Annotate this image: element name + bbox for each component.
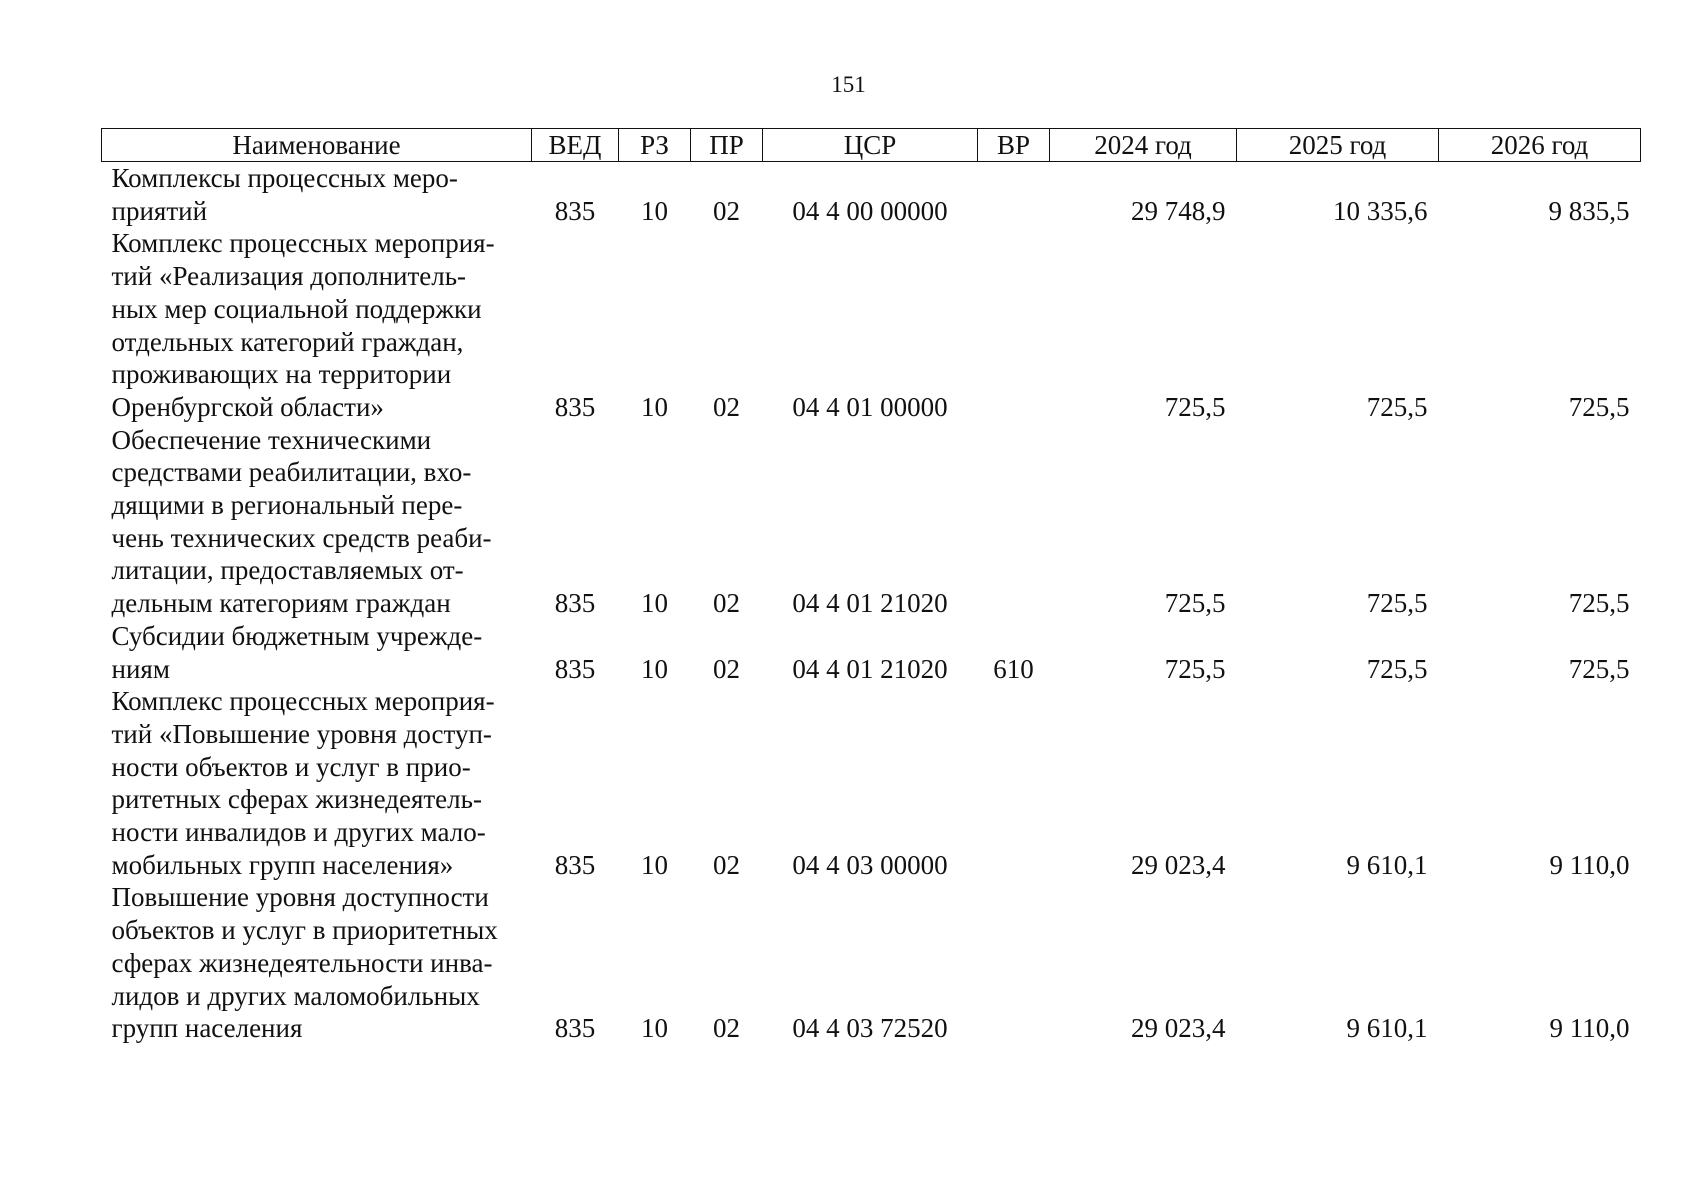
table-row (102, 620, 1641, 685)
header-vr: ВР (978, 129, 1050, 162)
cell-ved: 835 (554, 195, 596, 226)
header-csr: ЦСР (763, 129, 978, 162)
cell-2025: 725,5 (1366, 588, 1428, 619)
table-row (102, 685, 1641, 881)
name-line: проживающих на территории (111, 359, 452, 390)
cell-rz: 10 (641, 391, 668, 422)
cell-rz: 10 (641, 653, 668, 684)
name-line: ных мер социальной поддержки (111, 293, 482, 324)
cell-ved: 835 (554, 849, 596, 880)
row-name (102, 620, 532, 685)
cell-2026: 725,5 (1568, 653, 1630, 684)
cell-rz: 10 (641, 1013, 668, 1044)
name-line: лидов и других маломобильных (111, 980, 480, 1011)
cell-csr: 04 4 00 00000 (792, 195, 948, 226)
cell-2024: 29 748,9 (1131, 195, 1226, 226)
name-line: приятий (111, 195, 208, 226)
name-line: дящими в региональный пере- (111, 490, 463, 521)
row-name (102, 424, 532, 620)
name-line: мобильных групп населения» (111, 849, 454, 880)
row-name (102, 881, 532, 1045)
name-line: Комплексы процессных меро- (111, 163, 458, 193)
row-name (102, 227, 532, 423)
cell-pr: 02 (713, 653, 740, 684)
cell-pr: 02 (713, 195, 740, 226)
name-line: средствами реабилитации, вхо- (111, 457, 472, 488)
cell-ved: 835 (554, 1013, 596, 1044)
cell-2026: 9 835,5 (1548, 195, 1630, 226)
cell-vr (978, 685, 1050, 881)
name-line: ниям (111, 653, 170, 684)
cell-csr: 04 4 03 00000 (792, 849, 948, 880)
name-line: тий «Повышение уровня доступ- (111, 718, 492, 749)
cell-ved: 835 (554, 653, 596, 684)
header-pr: ПР (691, 129, 763, 162)
cell-2024: 725,5 (1164, 653, 1226, 684)
cell-csr: 04 4 01 21020 (792, 588, 948, 619)
cell-rz: 10 (641, 588, 668, 619)
header-2024: 2024 год (1050, 129, 1237, 162)
name-line: Комплекс процессных мероприя- (111, 228, 495, 259)
cell-csr: 04 4 01 00000 (792, 391, 948, 422)
name-line: дельным категориям граждан (111, 588, 451, 619)
name-line: групп населения (111, 1013, 303, 1044)
name-line: Субсидии бюджетным учрежде- (111, 620, 483, 651)
cell-2025: 725,5 (1366, 391, 1428, 422)
cell-vr (978, 424, 1050, 620)
name-line: литации, предоставляемых от- (111, 555, 464, 586)
cell-csr: 04 4 03 72520 (792, 1013, 948, 1044)
cell-2025: 725,5 (1366, 653, 1428, 684)
name-line: Обеспечение техническими (111, 424, 432, 455)
cell-rz: 10 (641, 195, 668, 226)
table-row (102, 881, 1641, 1045)
name-line: сферах жизнедеятельности инва- (111, 947, 493, 978)
cell-vr (978, 162, 1050, 228)
header-row (102, 129, 1641, 162)
row-name (102, 162, 532, 228)
name-line: тий «Реализация дополнитель- (111, 261, 467, 292)
cell-vr (978, 881, 1050, 1045)
name-line: Повышение уровня доступности (111, 882, 489, 913)
name-line: чень технических средств реаби- (111, 522, 492, 553)
table-header (102, 129, 1641, 162)
name-line: объектов и услуг в приоритетных (111, 915, 498, 946)
cell-2026: 725,5 (1568, 588, 1630, 619)
cell-2025: 9 610,1 (1346, 849, 1428, 880)
header-2025: 2025 год (1237, 129, 1439, 162)
header-name: Наименование (102, 129, 532, 162)
header-ved: ВЕД (532, 129, 619, 162)
table-row (102, 424, 1641, 620)
cell-rz: 10 (641, 849, 668, 880)
table-body (102, 162, 1641, 1045)
cell-pr: 02 (713, 391, 740, 422)
row-name (102, 685, 532, 881)
cell-2026: 9 110,0 (1549, 849, 1630, 880)
cell-2026: 9 110,0 (1549, 1013, 1630, 1044)
cell-2025: 10 335,6 (1333, 195, 1428, 226)
cell-2024: 29 023,4 (1131, 849, 1226, 880)
name-line: отдельных категорий граждан, (111, 326, 464, 357)
cell-2024: 725,5 (1164, 588, 1226, 619)
cell-2024: 29 023,4 (1131, 1013, 1226, 1044)
budget-table (101, 128, 1641, 1045)
cell-ved: 835 (554, 588, 596, 619)
cell-2025: 9 610,1 (1346, 1013, 1428, 1044)
cell-2024: 725,5 (1164, 391, 1226, 422)
cell-pr: 02 (713, 1013, 740, 1044)
name-line: ритетных сферах жизнедеятель- (111, 784, 482, 815)
name-line: Оренбургской области» (111, 391, 384, 422)
cell-vr (978, 227, 1050, 423)
cell-vr: 610 (993, 653, 1034, 684)
name-line: Комплекс процессных мероприя- (111, 686, 495, 717)
cell-pr: 02 (713, 849, 740, 880)
cell-csr: 04 4 01 21020 (792, 653, 948, 684)
name-line: ности объектов и услуг в прио- (111, 751, 471, 782)
name-line: ности инвалидов и других мало- (111, 817, 486, 848)
table-row (102, 227, 1641, 423)
cell-2026: 725,5 (1568, 391, 1630, 422)
page-number: 151 (831, 72, 866, 97)
table-row (102, 162, 1641, 228)
header-2026: 2026 год (1439, 129, 1641, 162)
cell-pr: 02 (713, 588, 740, 619)
header-rz: РЗ (619, 129, 691, 162)
cell-ved: 835 (554, 391, 596, 422)
